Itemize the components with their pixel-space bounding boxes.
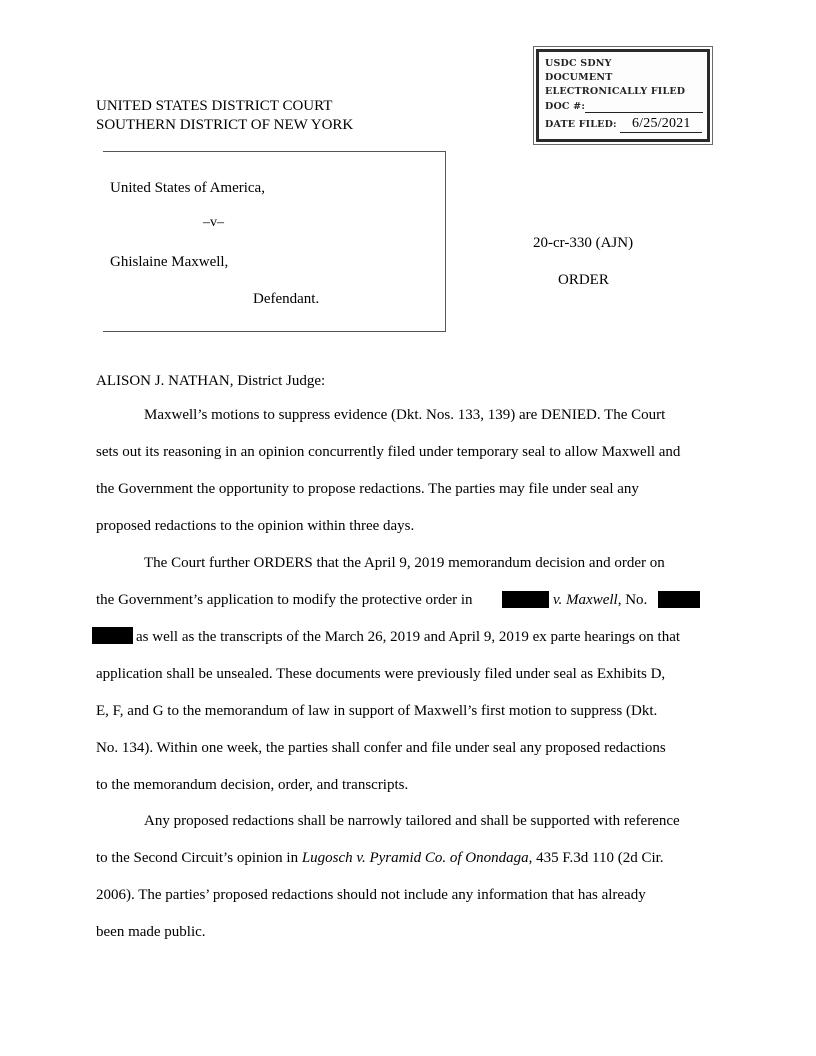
p3-line3: 2006). The parties’ proposed redactions should not include any information that has already (96, 887, 646, 903)
p2-line1: The Court further ORDERS that the April 9, 2019 memorandum decision and order on (144, 555, 665, 571)
p3-line2c: , 435 F.3d 110 (2d Cir. (528, 850, 664, 866)
p3-line2a: to the Second Circuit’s opinion in (96, 850, 299, 866)
p2-line2c: , No. (617, 592, 648, 608)
redaction-bar (658, 591, 700, 608)
case-number: 20-cr-330 (AJN) (533, 235, 634, 251)
document-type: ORDER (558, 272, 609, 288)
case-citation-italic: Lugosch v. Pyramid Co. of Onondaga (301, 850, 529, 866)
p2-line2a: the Government’s application to modify the protective order in (96, 592, 473, 608)
p3-line4: been made public. (96, 924, 206, 940)
p2-line7: to the memorandum decision, order, and transcripts. (96, 777, 409, 793)
stamp-date-field (620, 116, 702, 133)
p1-line4: proposed redactions to the opinion within three days. (96, 518, 415, 534)
p2-line3: as well as the transcripts of the March 26, 2019 and April 9, 2019 ex parte hearings on that (136, 629, 681, 645)
stamp-date-value: 6/25/2021 (631, 116, 691, 131)
p2-line6: No. 134). Within one week, the parties shall confer and file under seal any proposed redactions (96, 740, 666, 756)
p3-line2 (96, 849, 664, 867)
redaction-bar (502, 591, 549, 608)
caption-versus: –v– (203, 215, 224, 230)
judge-line: ALISON J. NATHAN, District Judge: (96, 373, 326, 389)
p3-line1: Any proposed redactions shall be narrowly tailored and shall be supported with reference (144, 813, 680, 829)
caption-bottom-rule (103, 331, 445, 332)
caption-right-rule (445, 151, 446, 332)
stamp-doc-label: DOC #: (545, 101, 586, 112)
p2-line5: E, F, and G to the memorandum of law in support of Maxwell’s first motion to suppress (Dkt. (96, 703, 658, 719)
stamp-electronically-filed: ELECTRONICALLY FILED (545, 86, 686, 97)
stamp-document: DOCUMENT (545, 72, 613, 83)
stamp-doc-blank (585, 101, 703, 113)
p2-line4: application shall be unsealed. These documents were previously filed under seal as Exhibits D, (96, 666, 666, 682)
court-name: UNITED STATES DISTRICT COURT (96, 98, 333, 114)
p2-line2-case (553, 591, 647, 609)
p1-line2: sets out its reasoning in an opinion concurrently filed under temporary seal to allow Maxwell and (96, 444, 681, 460)
p1-line3: the Government the opportunity to propose redactions. The parties may file under seal any (96, 481, 639, 497)
stamp-date-filed (545, 116, 702, 133)
redaction-bar (92, 627, 133, 644)
caption-top-rule (103, 151, 445, 152)
filing-stamp (536, 49, 710, 142)
caption-defendant-name: Ghislaine Maxwell, (110, 254, 229, 270)
stamp-court: USDC SDNY (545, 58, 612, 69)
stamp-doc-number (545, 101, 703, 113)
court-district: SOUTHERN DISTRICT OF NEW YORK (96, 117, 354, 133)
stamp-date-label: DATE FILED: (545, 119, 617, 130)
p1-line1: Maxwell’s motions to suppress evidence (Dkt. Nos. 133, 139) are DENIED. The Court (144, 407, 666, 423)
caption-defendant-role: Defendant. (253, 291, 320, 307)
caption-plaintiff: United States of America, (110, 180, 265, 196)
case-name-italic: v. Maxwell (553, 592, 618, 608)
